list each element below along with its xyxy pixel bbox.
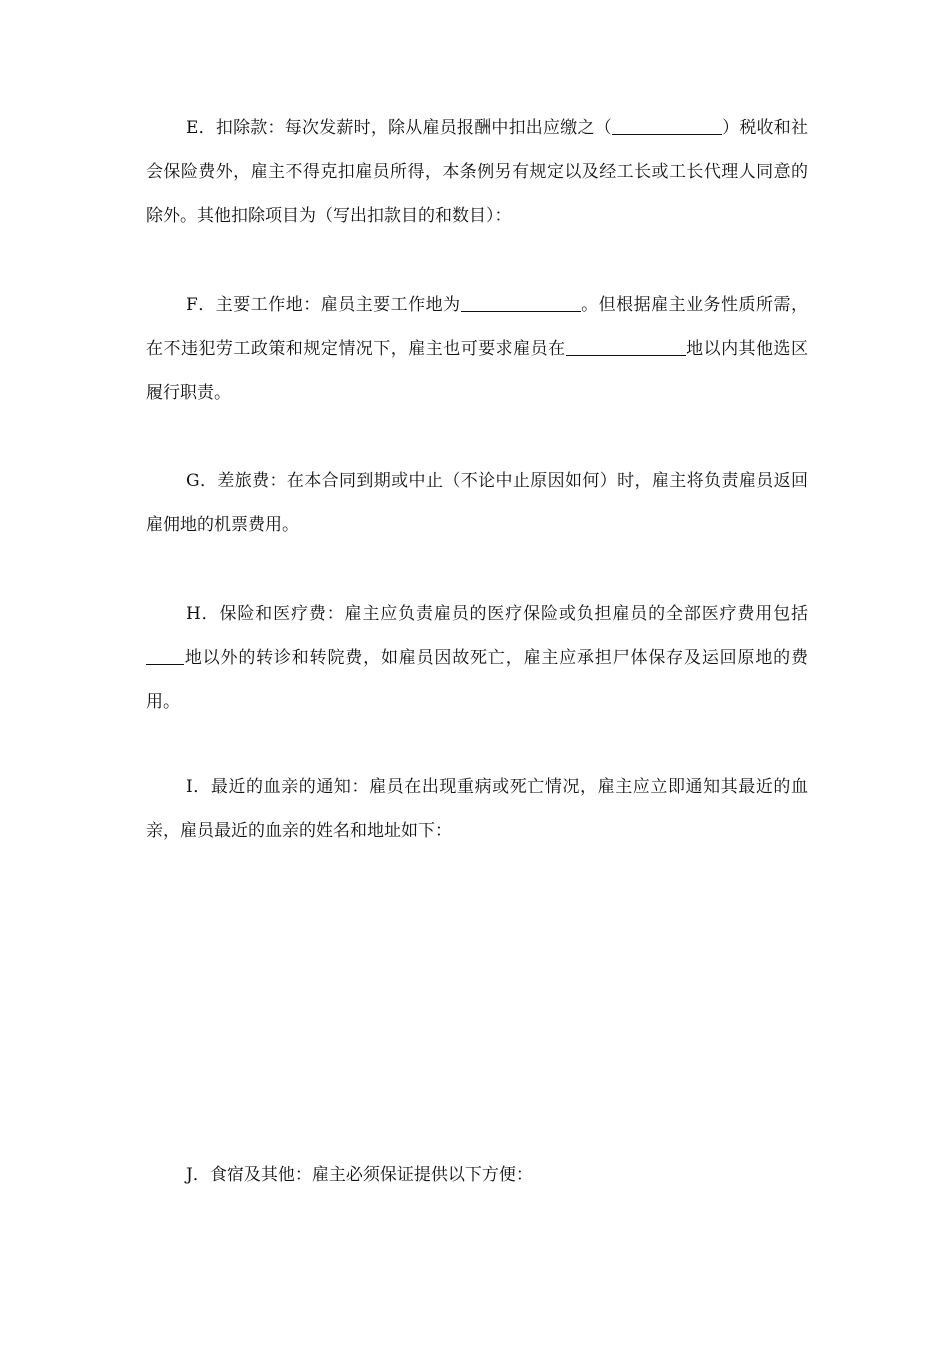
clause-e-deductions [146, 106, 808, 238]
clause-f-text-1: F．主要工作地：雇员主要工作地为 [186, 295, 461, 315]
clause-f-workplace [146, 283, 808, 415]
clause-h-insurance-medical [146, 592, 808, 724]
clause-h-text-1: H．保险和医疗费：雇主应负责雇员的医疗保险或负担雇员的全部医疗费用包括 [186, 604, 808, 624]
clause-h-text-2: 地以外的转诊和转院费，如雇员因故死亡，雇主应承担尸体保存及运回原地的费用。 [146, 648, 808, 712]
clause-f-text-2: 。但根据雇主业务性质所需，在不违犯劳工政策和规定情况下，雇主也可要求雇员在 [146, 295, 809, 359]
tax-type-blank[interactable] [612, 117, 722, 135]
clause-i-text: I．最近的血亲的通知：雇员在出现重病或死亡情况，雇主应立即通知其最近的血亲，雇员最近的血亲的姓名和地址如下： [146, 777, 808, 841]
location-blank[interactable] [146, 647, 184, 665]
clause-i-next-of-kin [146, 765, 808, 853]
clause-g-text: G．差旅费：在本合同到期或中止（不论中止原因如何）时，雇主将负责雇员返回雇佣地的机票费用。 [146, 471, 808, 535]
workplace-blank[interactable] [461, 294, 581, 312]
clause-j-board-lodging [146, 1153, 808, 1197]
clause-e-text-1: E．扣除款：每次发薪时，除从雇员报酬中扣出应缴之（ [186, 118, 612, 138]
clause-e-text-2: ）税收和社会保险费外，雇主不得克扣雇员所得，本条例另有规定以及经工长或工长代理人同意的除外。其他扣除项目为（写出扣款目的和数目）： [146, 118, 808, 226]
clause-f-text-3: 地以内其他选区履行职责。 [146, 339, 809, 403]
clause-g-travel-expenses [146, 459, 808, 547]
region-blank[interactable] [566, 338, 686, 356]
clause-j-text: J．食宿及其他：雇主必须保证提供以下方便： [186, 1165, 533, 1185]
